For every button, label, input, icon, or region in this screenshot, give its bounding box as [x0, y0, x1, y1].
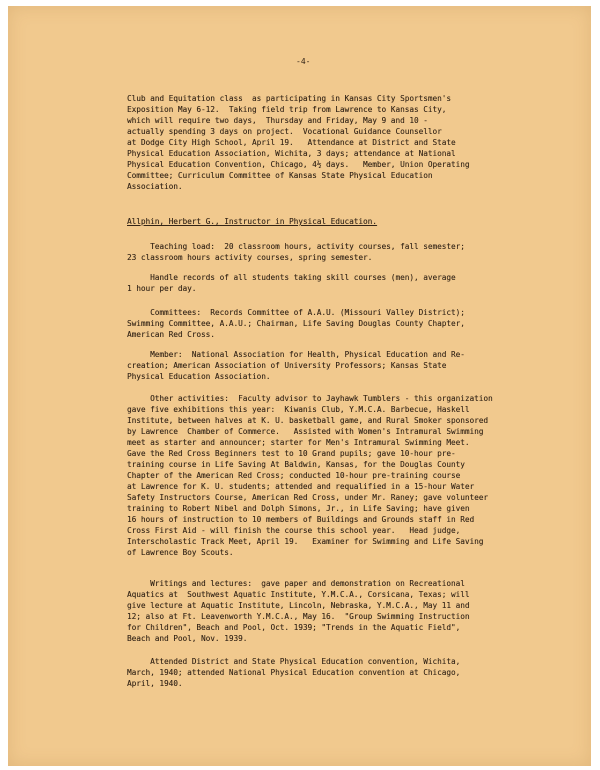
paragraph-equitation-club: Club and Equitation class as participating in Kansas City Sportsmen's Exposition May 6-12. Taking field trip from Lawrence to Kansas City, which will require two days, Thursday and Friday, May 9 and 10 - actually spending 3 days on project. Vocational Guidance Counsellor at Dodge City High School, April 19. Attendance at District and State Physical Education Association, Wichita, 3 days; attendance at National Physical Education Convention, Chicago, 4½ days. Member, Union Operating Committee; Curriculum Committee of Kansas State Physical Education Association.: [127, 94, 470, 191]
paragraph-writings-lectures: Writings and lectures: gave paper and demonstration on Recreational Aquatics at Southwest Aquatic Institute, Y.M.C.A., Corsicana, Texas; will give lecture at Aquatic Institute, Lincoln, Nebraska, Y.M.C.A., May 11 and 12; also at Ft. Leavenworth Y.M.C.A., May 16. "Group Swimming Instruction for Children", Beach and Pool, Oct. 1939; "Trends in the Aquatic Field", Beach and Pool, Nov. 1939.: [127, 579, 470, 643]
page-number: -4-: [296, 57, 311, 66]
faculty-name-heading: Allphin, Herbert G., Instructor in Physical Education.: [127, 217, 377, 226]
paragraph-records: Handle records of all students taking skill courses (men), average 1 hour per day.: [127, 273, 456, 293]
paragraph-committees: Committees: Records Committee of A.A.U. (Missouri Valley District); Swimming Committee, A.A.U.; Chairman, Life Saving Douglas County Chapter, American Red Cross.: [127, 308, 465, 339]
paragraph-teaching-load: Teaching load: 20 classroom hours, activity courses, fall semester; 23 classroom hours activity courses, spring semester.: [127, 242, 465, 262]
paragraph-other-activities: Other activities: Faculty advisor to Jayhawk Tumblers - this organization gave five exhibitions this year: Kiwanis Club, Y.M.C.A. Barbecue, Haskell Institute, between halves at K. U. basketball game, and Rural Smoker sponsored by Lawrence Chamber of Commerce. Assisted with Women's Intramural Swimming meet as starter and announcer; starter for Men's Intramural Swimming Meet. Gave the Red Cross Beginners test to 10 Grand pupils; gave 10-hour pre- training course in Life Saving At Baldwin, Kansas, for the Douglas County Chapter of the American Red Cross; conducted 10-hour pre-training course at Lawrence for K. U. students; attended and requalified in a 15-hour Water Safety Instructors Course, American Red Cross, under Mr. Raney; gave volunteer training to Robert Nibel and Dolph Simons, Jr., in Life Saving; have given 16 hours of instruction to 10 members of Buildings and Grounds staff in Red Cross First Aid - will finish the course this school year. Head judge, Interscholastic Track Meet, April 19. Examiner for Swimming and Life Saving of Lawrence Boy Scouts.: [127, 394, 493, 557]
paragraph-memberships: Member: National Association for Health, Physical Education and Re- creation; American Association of University Professors; Kansas State Physical Education Association.: [127, 350, 465, 381]
paragraph-conventions: Attended District and State Physical Education convention, Wichita, March, 1940; attended National Physical Education convention at Chicago, April, 1940.: [127, 657, 461, 688]
